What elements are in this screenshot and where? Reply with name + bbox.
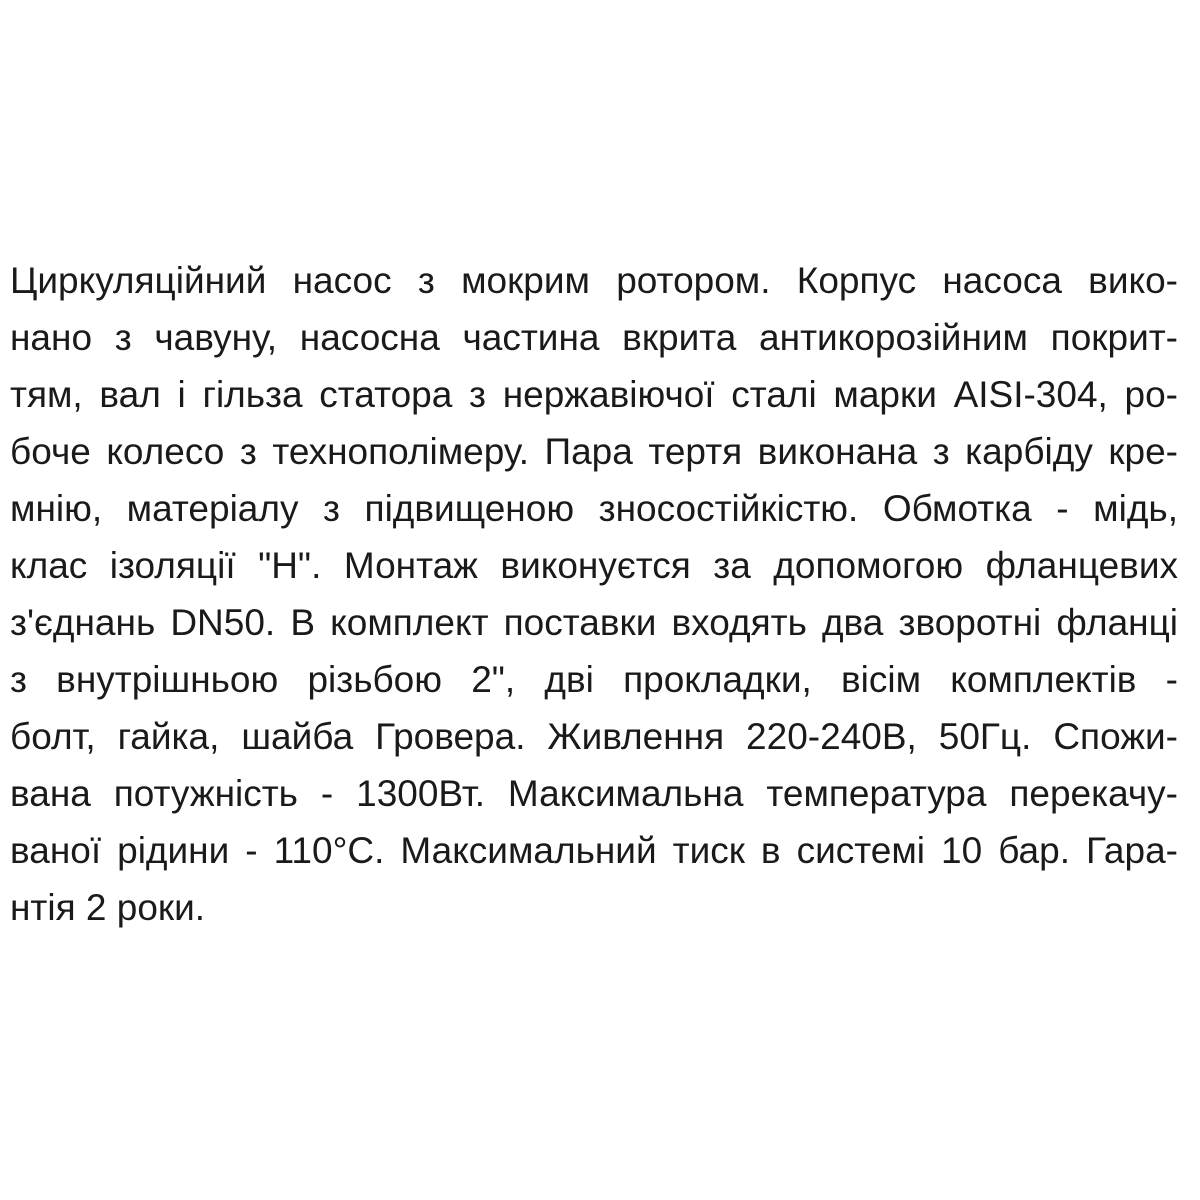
text-line: нано з чавуну, насосна частина вкрита антикорозійним покрит- [10,317,1178,358]
product-description [10,252,1178,936]
text-line: нтія 2 роки. [10,887,206,928]
text-line: ваної рідини - 110°С. Максимальний тиск в системі 10 бар. Гара- [10,830,1178,871]
text-line: мнію, матеріалу з підвищеною зносостійкістю. Обмотка - мідь, [10,488,1178,529]
text-line: з внутрішньою різьбою 2", дві прокладки, вісім комплектів - [10,659,1178,700]
text-line: клас ізоляції "Н". Монтаж виконуєтся за допомогою фланцевих [10,545,1178,586]
text-line: тям, вал і гільза статора з нержавіючої сталі марки AISI-304, ро- [10,374,1178,415]
text-line: болт, гайка, шайба Гровера. Живлення 220-240В, 50Гц. Спожи- [10,716,1178,757]
text-line: вана потужність - 1300Вт. Максимальна температура перекачу- [10,773,1178,814]
text-line: боче колесо з технополімеру. Пара тертя виконана з карбіду кре- [10,431,1178,472]
text-line: Циркуляційний насос з мокрим ротором. Корпус насоса вико- [10,260,1178,301]
text-line: з'єднань DN50. В комплект поставки входять два зворотні фланці [10,602,1178,643]
